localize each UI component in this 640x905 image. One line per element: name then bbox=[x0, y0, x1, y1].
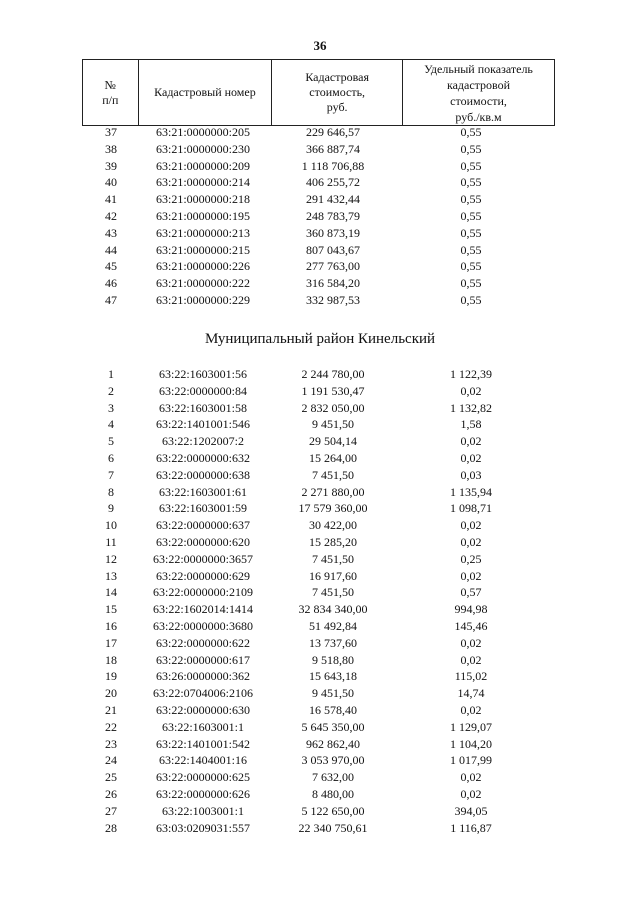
specific-rate-cell: 0,02 bbox=[460, 770, 482, 785]
cadastral-cost-cell: 2 271 880,00 bbox=[301, 484, 365, 499]
specific-rate-cell: 0,55 bbox=[460, 225, 482, 240]
row-number: 13 bbox=[105, 568, 117, 583]
cadastral-number-cell: 63:21:0000000:213 bbox=[155, 225, 250, 240]
specific-rate-cell: 115,02 bbox=[454, 669, 488, 684]
specific-rate-cell: 1,58 bbox=[460, 417, 482, 432]
header-col-specific-rate bbox=[403, 60, 555, 126]
cadastral-cost-cell: 3 053 970,00 bbox=[301, 753, 365, 768]
cadastral-cost-cell: 7 451,50 bbox=[312, 551, 354, 566]
table-row bbox=[82, 450, 556, 467]
cadastral-cost-cell: 16 917,60 bbox=[309, 568, 357, 583]
specific-rate-cell: 0,55 bbox=[460, 158, 482, 173]
specific-rate-cell: 0,02 bbox=[460, 652, 482, 667]
specific-rate-cell: 1 098,71 bbox=[450, 501, 492, 516]
cadastral-number-cell: 63:22:1602014:1414 bbox=[152, 602, 253, 617]
table-row bbox=[82, 584, 556, 601]
cadastral-number-cell: 63:21:0000000:222 bbox=[155, 276, 250, 291]
cadastral-number-cell: 63:21:0000000:218 bbox=[155, 192, 250, 207]
specific-rate-cell: 1 017,99 bbox=[450, 753, 492, 768]
cadastral-cost-cell: 316 584,20 bbox=[306, 276, 360, 291]
row-number: 41 bbox=[105, 192, 117, 207]
row-number: 18 bbox=[105, 652, 117, 667]
cadastral-number-cell: 63:21:0000000:230 bbox=[155, 141, 250, 156]
table-row bbox=[82, 158, 556, 175]
specific-rate-cell: 0,03 bbox=[460, 467, 482, 482]
cadastral-number-cell: 63:22:1003001:1 bbox=[161, 803, 244, 818]
cadastral-cost-cell: 7 451,50 bbox=[312, 467, 354, 482]
specific-rate-cell: 0,25 bbox=[460, 551, 482, 566]
table-row bbox=[82, 208, 556, 225]
row-number: 2 bbox=[108, 383, 114, 398]
cadastral-number-cell: 63:21:0000000:214 bbox=[155, 175, 250, 190]
cadastral-number-cell: 63:22:0000000:625 bbox=[155, 770, 250, 785]
cadastral-number-cell: 63:22:0000000:638 bbox=[155, 467, 250, 482]
row-number: 10 bbox=[105, 518, 117, 533]
table-row bbox=[82, 174, 556, 191]
row-number: 22 bbox=[105, 719, 117, 734]
table-row bbox=[82, 467, 556, 484]
row-number: 16 bbox=[105, 618, 117, 633]
cadastral-cost-cell: 30 422,00 bbox=[309, 518, 357, 533]
specific-rate-cell: 0,02 bbox=[460, 534, 482, 549]
cadastral-number-cell: 63:21:0000000:226 bbox=[155, 259, 250, 274]
specific-rate-cell: 0,02 bbox=[460, 383, 482, 398]
cadastral-cost-cell: 8 480,00 bbox=[312, 786, 354, 801]
table-row bbox=[82, 601, 556, 618]
table-row bbox=[82, 292, 556, 309]
cadastral-number-cell: 63:21:0000000:195 bbox=[155, 208, 250, 223]
header-col-number-line1: № bbox=[104, 77, 116, 92]
row-number: 5 bbox=[108, 434, 114, 449]
table-row bbox=[82, 141, 556, 158]
specific-rate-cell: 1 122,39 bbox=[450, 367, 492, 381]
cadastral-cost-cell: 15 264,00 bbox=[309, 450, 357, 465]
specific-rate-cell: 1 104,20 bbox=[450, 736, 492, 751]
cadastral-number-cell: 63:21:0000000:229 bbox=[155, 292, 250, 307]
cadastral-number-cell: 63:22:0000000:637 bbox=[155, 518, 250, 533]
cadastral-cost-cell: 1 191 530,47 bbox=[301, 383, 365, 398]
cadastral-number-cell: 63:22:1603001:59 bbox=[158, 501, 247, 516]
row-number: 7 bbox=[108, 467, 114, 482]
table-row bbox=[82, 534, 556, 551]
specific-rate-cell: 0,57 bbox=[460, 585, 482, 600]
table-row bbox=[82, 191, 556, 208]
specific-rate-cell: 145,46 bbox=[454, 618, 488, 633]
specific-rate-cell: 0,55 bbox=[460, 242, 482, 257]
table-row bbox=[82, 803, 556, 820]
header-col-cost-line3: руб. bbox=[326, 100, 348, 114]
row-number: 4 bbox=[108, 417, 114, 432]
cadastral-number-cell: 63:22:0704006:2106 bbox=[152, 686, 253, 701]
specific-rate-cell: 0,55 bbox=[460, 175, 482, 190]
cadastral-cost-cell: 13 737,60 bbox=[309, 635, 357, 650]
specific-rate-cell: 1 129,07 bbox=[450, 719, 492, 734]
cadastral-cost-cell: 277 763,00 bbox=[306, 259, 360, 274]
row-number: 17 bbox=[105, 635, 117, 650]
table-row bbox=[82, 366, 556, 383]
table-row bbox=[82, 752, 556, 769]
table-row bbox=[82, 258, 556, 275]
table-row bbox=[82, 668, 556, 685]
table-row bbox=[82, 433, 556, 450]
row-number: 23 bbox=[105, 736, 117, 751]
row-number: 21 bbox=[105, 702, 117, 717]
section-title: Муниципальный район Кинельский bbox=[204, 331, 436, 347]
cadastral-number-cell: 63:22:0000000:2109 bbox=[152, 585, 253, 600]
table-row bbox=[82, 635, 556, 652]
table-row bbox=[82, 242, 556, 259]
table-rows-bottom bbox=[82, 366, 556, 836]
table-row bbox=[82, 484, 556, 501]
table-row bbox=[82, 500, 556, 517]
cadastral-number-cell: 63:21:0000000:205 bbox=[155, 125, 250, 139]
header-col-rate-line3: стоимости, bbox=[450, 93, 507, 108]
table-row bbox=[82, 400, 556, 417]
specific-rate-cell: 0,55 bbox=[460, 276, 482, 291]
header-col-number-line2: п/п bbox=[102, 92, 119, 107]
cadastral-number-cell: 63:22:0000000:626 bbox=[155, 786, 250, 801]
row-number: 46 bbox=[105, 276, 117, 291]
row-number: 43 bbox=[105, 225, 117, 240]
cadastral-number-cell: 63:22:1401001:546 bbox=[155, 417, 250, 432]
row-number: 19 bbox=[105, 669, 117, 684]
cadastral-cost-cell: 17 579 360,00 bbox=[298, 501, 368, 516]
specific-rate-cell: 0,02 bbox=[460, 450, 482, 465]
specific-rate-cell: 0,02 bbox=[460, 635, 482, 650]
cadastral-cost-cell: 22 340 750,61 bbox=[298, 820, 368, 835]
cadastral-cost-cell: 332 987,53 bbox=[306, 292, 360, 307]
table-row bbox=[82, 275, 556, 292]
cadastral-number-cell: 63:22:0000000:617 bbox=[155, 652, 250, 667]
cadastral-cost-cell: 366 887,74 bbox=[306, 141, 360, 156]
specific-rate-cell: 0,55 bbox=[460, 208, 482, 223]
table-row bbox=[82, 702, 556, 719]
table-row bbox=[82, 736, 556, 753]
row-number: 47 bbox=[105, 292, 117, 307]
cadastral-number-cell: 63:22:1603001:1 bbox=[161, 719, 244, 734]
table-row bbox=[82, 225, 556, 242]
cadastral-number-cell: 63:22:0000000:630 bbox=[155, 702, 250, 717]
cadastral-number-cell: 63:26:0000000:362 bbox=[155, 669, 250, 684]
specific-rate-cell: 0,55 bbox=[460, 192, 482, 207]
header-col-rate-line1: Удельный показатель bbox=[424, 61, 533, 76]
cadastral-cost-cell: 32 834 340,00 bbox=[298, 602, 368, 617]
cadastral-number-cell: 63:22:1603001:58 bbox=[158, 400, 247, 415]
specific-rate-cell: 0,55 bbox=[460, 141, 482, 156]
row-number: 8 bbox=[108, 484, 114, 499]
cadastral-number-cell: 63:22:1404001:16 bbox=[158, 753, 247, 768]
cadastral-cost-cell: 15 285,20 bbox=[309, 534, 357, 549]
cadastral-number-cell: 63:21:0000000:215 bbox=[155, 242, 250, 257]
table-row bbox=[82, 618, 556, 635]
table-row bbox=[82, 769, 556, 786]
cadastral-cost-cell: 2 244 780,00 bbox=[301, 367, 365, 381]
cadastral-cost-cell: 29 504,14 bbox=[309, 434, 357, 449]
row-number: 27 bbox=[105, 803, 117, 818]
row-number: 14 bbox=[105, 585, 117, 600]
header-col-cost-line1: Кадастровая bbox=[305, 70, 370, 84]
row-number: 6 bbox=[108, 450, 114, 465]
cadastral-cost-cell: 9 518,80 bbox=[312, 652, 354, 667]
table-row bbox=[82, 786, 556, 803]
cadastral-cost-cell: 229 646,57 bbox=[306, 125, 360, 139]
cadastral-number-cell: 63:22:0000000:632 bbox=[155, 450, 250, 465]
specific-rate-cell: 1 116,87 bbox=[450, 820, 492, 835]
table-row bbox=[82, 551, 556, 568]
row-number: 20 bbox=[105, 686, 117, 701]
specific-rate-cell: 0,55 bbox=[460, 292, 482, 307]
cadastral-number-cell: 63:22:1603001:56 bbox=[158, 367, 247, 381]
row-number: 1 bbox=[108, 367, 114, 381]
table-row bbox=[82, 719, 556, 736]
cadastral-cost-cell: 15 643,18 bbox=[309, 669, 357, 684]
row-number: 24 bbox=[105, 753, 117, 768]
table-row bbox=[82, 383, 556, 400]
specific-rate-cell: 394,05 bbox=[454, 803, 488, 818]
specific-rate-cell: 14,74 bbox=[457, 686, 485, 701]
cadastral-number-cell: 63:22:0000000:622 bbox=[155, 635, 250, 650]
specific-rate-cell: 0,02 bbox=[460, 786, 482, 801]
cadastral-cost-cell: 360 873,19 bbox=[306, 225, 360, 240]
row-number: 26 bbox=[105, 786, 117, 801]
table-row bbox=[82, 416, 556, 433]
cadastral-cost-cell: 5 645 350,00 bbox=[301, 719, 365, 734]
header-col-cost-line2: стоимость, bbox=[309, 85, 366, 99]
table-row bbox=[82, 124, 556, 141]
cadastral-number-cell: 63:22:0000000:3657 bbox=[152, 551, 253, 566]
cadastral-cost-cell: 291 432,44 bbox=[306, 192, 360, 207]
cadastral-number-cell: 63:03:0209031:557 bbox=[155, 820, 250, 835]
row-number: 3 bbox=[108, 400, 114, 415]
table-header bbox=[82, 59, 555, 126]
cadastral-number-cell: 63:22:0000000:629 bbox=[155, 568, 250, 583]
cadastral-cost-cell: 1 118 706,88 bbox=[301, 158, 365, 173]
cadastral-number-cell: 63:21:0000000:209 bbox=[155, 158, 250, 173]
header-col-cadastral-number: Кадастровый номер bbox=[138, 60, 272, 126]
cadastral-cost-cell: 7 451,50 bbox=[312, 585, 354, 600]
row-number: 9 bbox=[108, 501, 114, 516]
cadastral-number-cell: 63:22:1202007:2 bbox=[161, 434, 244, 449]
specific-rate-cell: 0,55 bbox=[460, 125, 482, 139]
cadastral-cost-cell: 9 451,50 bbox=[312, 686, 354, 701]
cadastral-cost-cell: 5 122 650,00 bbox=[301, 803, 365, 818]
cadastral-cost-cell: 2 832 050,00 bbox=[301, 400, 365, 415]
row-number: 39 bbox=[105, 158, 117, 173]
header-col-number bbox=[83, 60, 139, 126]
specific-rate-cell: 0,02 bbox=[460, 518, 482, 533]
row-number: 44 bbox=[105, 242, 117, 257]
row-number: 42 bbox=[105, 208, 117, 223]
row-number: 25 bbox=[105, 770, 117, 785]
cadastral-cost-cell: 962 862,40 bbox=[306, 736, 360, 751]
specific-rate-cell: 0,02 bbox=[460, 702, 482, 717]
cadastral-cost-cell: 807 043,67 bbox=[306, 242, 360, 257]
table-row bbox=[82, 652, 556, 669]
cadastral-number-cell: 63:22:1401001:542 bbox=[155, 736, 250, 751]
specific-rate-cell: 994,98 bbox=[454, 602, 488, 617]
cadastral-cost-cell: 7 632,00 bbox=[312, 770, 354, 785]
cadastral-cost-cell: 51 492,84 bbox=[309, 618, 357, 633]
row-number: 38 bbox=[105, 141, 117, 156]
specific-rate-cell: 0,02 bbox=[460, 568, 482, 583]
row-number: 12 bbox=[105, 551, 117, 566]
page-number: 36 bbox=[313, 38, 327, 53]
row-number: 37 bbox=[105, 125, 117, 139]
specific-rate-cell: 1 132,82 bbox=[450, 400, 492, 415]
cadastral-cost-cell: 9 451,50 bbox=[312, 417, 354, 432]
table-row bbox=[82, 685, 556, 702]
cadastral-number-cell: 63:22:0000000:620 bbox=[155, 534, 250, 549]
header-col-rate-line4: руб./кв.м bbox=[455, 109, 502, 124]
specific-rate-cell: 0,55 bbox=[460, 259, 482, 274]
cadastral-number-cell: 63:22:0000000:84 bbox=[158, 383, 247, 398]
cadastral-number-cell: 63:22:1603001:61 bbox=[158, 484, 247, 499]
table-row bbox=[82, 820, 556, 837]
cadastral-cost-cell: 406 255,72 bbox=[306, 175, 360, 190]
row-number: 11 bbox=[105, 534, 117, 549]
table-rows-top bbox=[82, 124, 556, 309]
row-number: 28 bbox=[105, 820, 117, 835]
row-number: 15 bbox=[105, 602, 117, 617]
specific-rate-cell: 0,02 bbox=[460, 434, 482, 449]
header-col-cadastral-cost bbox=[272, 60, 403, 126]
cadastral-cost-cell: 16 578,40 bbox=[309, 702, 357, 717]
specific-rate-cell: 1 135,94 bbox=[450, 484, 492, 499]
row-number: 40 bbox=[105, 175, 117, 190]
table-row bbox=[82, 568, 556, 585]
cadastral-cost-cell: 248 783,79 bbox=[306, 208, 360, 223]
table-row bbox=[82, 517, 556, 534]
row-number: 45 bbox=[105, 259, 117, 274]
cadastral-number-cell: 63:22:0000000:3680 bbox=[152, 618, 253, 633]
header-col-rate-line2: кадастровой bbox=[446, 77, 511, 92]
